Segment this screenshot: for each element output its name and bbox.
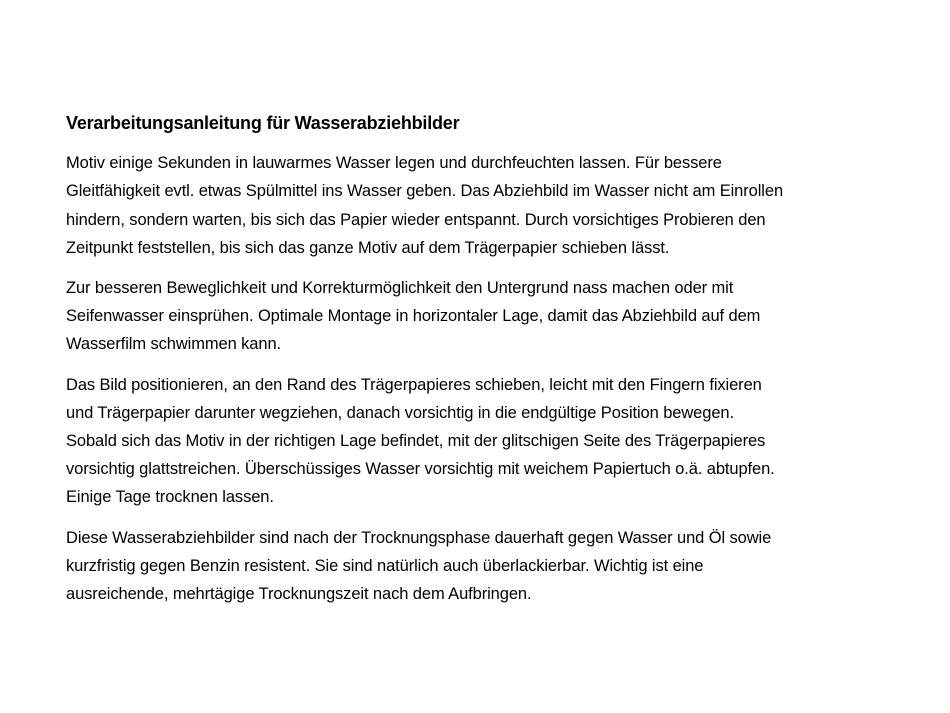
- text-line: Wasserfilm schwimmen kann.: [66, 335, 282, 354]
- text-line: kurzfristig gegen Benzin resistent. Sie sind natürlich auch überlackierbar. Wichtig ist eine: [66, 556, 704, 575]
- text-line: Das Bild positionieren, an den Rand des Trägerpapieres schieben, leicht mit den Fingern fixieren: [66, 375, 762, 394]
- text-line: Sobald sich das Motiv in der richtigen Lage befindet, mit der glitschigen Seite des Trägerpapieres: [66, 432, 766, 451]
- text-line: Einige Tage trocknen lassen.: [66, 488, 274, 507]
- text-line: Zeitpunkt feststellen, bis sich das ganze Motiv auf dem Trägerpapier schieben lässt.: [66, 238, 670, 257]
- document-title: Verarbeitungsanleitung für Wasserabziehbilder: [66, 113, 460, 133]
- text-line: Seifenwasser einsprühen. Optimale Montage in horizontaler Lage, damit das Abziehbild auf dem: [66, 307, 761, 326]
- paragraph-positioning: [66, 371, 890, 512]
- text-line: Gleitfähigkeit evtl. etwas Spülmittel ins Wasser geben. Das Abziehbild im Wasser nicht am Einrollen: [66, 182, 784, 201]
- paragraph-surface-prep: [66, 274, 890, 359]
- text-line: Motiv einige Sekunden in lauwarmes Wasser legen und durchfeuchten lassen. Für bessere: [66, 154, 722, 173]
- text-line: ausreichende, mehrtägige Trocknungszeit nach dem Aufbringen.: [66, 585, 532, 604]
- text-line: Zur besseren Beweglichkeit und Korrekturmöglichkeit den Untergrund nass machen oder mit: [66, 279, 734, 298]
- paragraph-durability: [66, 524, 890, 609]
- text-line: Diese Wasserabziehbilder sind nach der Trocknungsphase dauerhaft gegen Wasser und Öl sowie: [66, 528, 772, 547]
- paragraph-soaking: [66, 149, 890, 262]
- text-line: und Trägerpapier darunter wegziehen, danach vorsichtig in die endgültige Position bewegen.: [66, 403, 734, 422]
- text-line: vorsichtig glattstreichen. Überschüssiges Wasser vorsichtig mit weichem Papiertuch o.ä. abtupfen.: [66, 460, 775, 479]
- text-line: hindern, sondern warten, bis sich das Papier wieder entspannt. Durch vorsichtiges Probieren den: [66, 210, 766, 229]
